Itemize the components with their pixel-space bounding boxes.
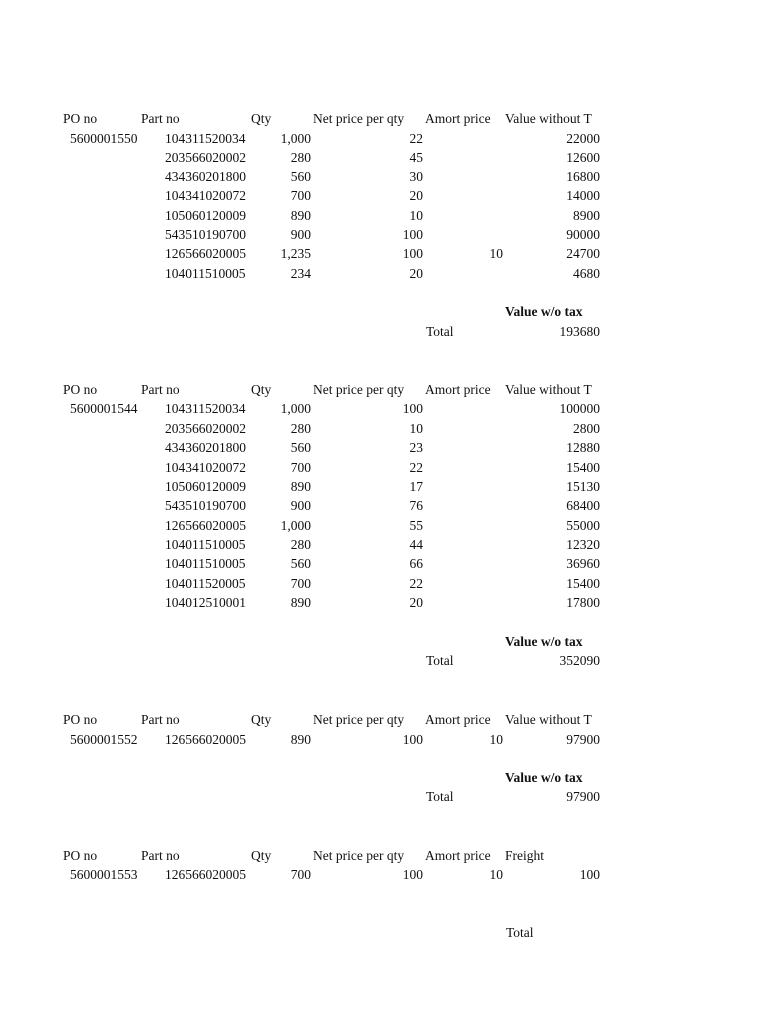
value-without-tax: 2800 xyxy=(573,421,600,436)
part-number: 126566020005 xyxy=(165,518,246,533)
value-without-tax: 17800 xyxy=(566,595,600,610)
total-label: Total xyxy=(426,653,454,668)
value-without-tax: 36960 xyxy=(566,556,600,571)
value-without-tax: 8900 xyxy=(573,208,600,223)
header-value-without-tax: Value without T xyxy=(505,382,592,397)
qty-value: 560 xyxy=(290,169,311,184)
qty-value: 1,000 xyxy=(280,518,311,533)
header-part-no: Part no xyxy=(141,712,180,727)
value-without-tax: 4680 xyxy=(573,266,600,281)
header-amort-price: Amort price xyxy=(425,382,491,397)
header-net-price: Net price per qty xyxy=(313,111,405,126)
net-price-value: 66 xyxy=(409,556,423,571)
amort-price-value: 10 xyxy=(489,732,503,747)
net-price-value: 22 xyxy=(409,460,423,475)
qty-value: 1,000 xyxy=(280,131,311,146)
net-price-value: 20 xyxy=(409,188,423,203)
qty-value: 280 xyxy=(290,150,311,165)
net-price-value: 55 xyxy=(409,518,423,533)
net-price-value: 100 xyxy=(402,227,423,242)
po-number: 5600001550 xyxy=(70,131,138,146)
qty-value: 890 xyxy=(290,208,311,223)
total-label: Total xyxy=(426,789,454,804)
amort-price-value xyxy=(440,186,503,205)
qty-value: 890 xyxy=(290,732,311,747)
freight-value: 100 xyxy=(579,867,600,882)
net-price-value: 20 xyxy=(409,266,423,281)
summary-label: Value w/o tax xyxy=(505,304,583,319)
header-value-without-tax: Value without T xyxy=(505,712,592,727)
net-price-value: 17 xyxy=(409,479,423,494)
header-net-price: Net price per qty xyxy=(313,712,405,727)
part-number: 104311520034 xyxy=(165,131,246,146)
header-amort-price: Amort price xyxy=(425,848,491,863)
part-number: 104341020072 xyxy=(165,460,246,475)
net-price-value: 30 xyxy=(409,169,423,184)
part-number: 126566020005 xyxy=(165,732,246,747)
value-without-tax: 14000 xyxy=(566,188,600,203)
po-number: 5600001553 xyxy=(70,867,138,882)
net-price-value: 44 xyxy=(409,537,423,552)
value-without-tax: 16800 xyxy=(566,169,600,184)
part-number: 105060120009 xyxy=(165,208,246,223)
part-number: 104012510001 xyxy=(165,595,246,610)
part-number: 104011520005 xyxy=(165,576,246,591)
po-number: 5600001552 xyxy=(70,732,138,747)
header-part-no: Part no xyxy=(141,848,180,863)
total-value: 352090 xyxy=(559,653,600,668)
value-without-tax: 12600 xyxy=(566,150,600,165)
part-number: 104011510005 xyxy=(165,537,246,552)
amort-price-value xyxy=(440,206,503,225)
qty-value: 890 xyxy=(290,479,311,494)
header-net-price: Net price per qty xyxy=(313,848,405,863)
total-label: Total xyxy=(426,324,454,339)
net-price-value: 22 xyxy=(409,131,423,146)
po-number: 5600001544 xyxy=(70,401,138,416)
amort-price-value: 10 xyxy=(489,867,503,882)
part-number: 543510190700 xyxy=(165,227,246,242)
part-number: 126566020005 xyxy=(165,246,246,261)
part-number: 105060120009 xyxy=(165,479,246,494)
value-without-tax: 12320 xyxy=(566,537,600,552)
value-without-tax: 55000 xyxy=(566,518,600,533)
part-number: 104341020072 xyxy=(165,188,246,203)
net-price-value: 45 xyxy=(409,150,423,165)
total-value: 97900 xyxy=(566,789,600,804)
header-po-no: PO no xyxy=(63,111,98,126)
value-without-tax: 15400 xyxy=(566,576,600,591)
total-value: 193680 xyxy=(559,324,600,339)
value-without-tax: 97900 xyxy=(566,732,600,747)
qty-value: 560 xyxy=(290,556,311,571)
summary-label: Value w/o tax xyxy=(505,634,583,649)
value-without-tax: 22000 xyxy=(566,131,600,146)
part-number: 104011510005 xyxy=(165,556,246,571)
net-price-value: 10 xyxy=(409,421,423,436)
header-po-no: PO no xyxy=(63,382,98,397)
summary-label: Value w/o tax xyxy=(505,770,583,785)
header-value-without-tax: Value without T xyxy=(505,111,592,126)
qty-value: 700 xyxy=(290,188,311,203)
net-price-value: 20 xyxy=(409,595,423,610)
header-po-no: PO no xyxy=(63,712,98,727)
value-without-tax: 24700 xyxy=(566,246,600,261)
header-qty: Qty xyxy=(251,712,272,727)
value-without-tax: 68400 xyxy=(566,498,600,513)
value-without-tax: 12880 xyxy=(566,440,600,455)
header-qty: Qty xyxy=(251,848,272,863)
header-qty: Qty xyxy=(251,111,272,126)
qty-value: 700 xyxy=(290,460,311,475)
amort-price-value xyxy=(440,264,503,283)
part-number: 104011510005 xyxy=(165,266,246,281)
qty-value: 900 xyxy=(290,498,311,513)
header-amort-price: Amort price xyxy=(425,111,491,126)
amort-price-value xyxy=(440,129,503,148)
qty-value: 700 xyxy=(290,576,311,591)
qty-value: 560 xyxy=(290,440,311,455)
qty-value: 700 xyxy=(290,867,311,882)
value-without-tax: 15400 xyxy=(566,460,600,475)
value-without-tax: 15130 xyxy=(566,479,600,494)
header-qty: Qty xyxy=(251,382,272,397)
net-price-value: 100 xyxy=(402,401,423,416)
header-freight: Freight xyxy=(505,848,544,863)
part-number: 203566020002 xyxy=(165,150,246,165)
qty-value: 1,235 xyxy=(280,246,311,261)
total-label: Total xyxy=(506,925,534,940)
part-number: 203566020002 xyxy=(165,421,246,436)
qty-value: 234 xyxy=(290,266,311,281)
value-without-tax: 90000 xyxy=(566,227,600,242)
header-net-price: Net price per qty xyxy=(313,382,405,397)
header-po-no: PO no xyxy=(63,848,98,863)
amort-price-value xyxy=(440,225,503,244)
amort-price-value xyxy=(440,167,503,186)
qty-value: 1,000 xyxy=(280,401,311,416)
qty-value: 280 xyxy=(290,537,311,552)
net-price-value: 100 xyxy=(402,246,423,261)
header-part-no: Part no xyxy=(141,382,180,397)
net-price-value: 76 xyxy=(409,498,423,513)
net-price-value: 22 xyxy=(409,576,423,591)
qty-value: 890 xyxy=(290,595,311,610)
part-number: 104311520034 xyxy=(165,401,246,416)
part-number: 434360201800 xyxy=(165,440,246,455)
part-number: 543510190700 xyxy=(165,498,246,513)
header-part-no: Part no xyxy=(141,111,180,126)
amort-price-value xyxy=(440,148,503,167)
qty-value: 280 xyxy=(290,421,311,436)
qty-value: 900 xyxy=(290,227,311,242)
value-without-tax: 100000 xyxy=(559,401,600,416)
net-price-value: 100 xyxy=(402,732,423,747)
header-amort-price: Amort price xyxy=(425,712,491,727)
net-price-value: 10 xyxy=(409,208,423,223)
part-number: 434360201800 xyxy=(165,169,246,184)
net-price-value: 100 xyxy=(402,867,423,882)
part-number: 126566020005 xyxy=(165,867,246,882)
net-price-value: 23 xyxy=(409,440,423,455)
amort-price-value: 10 xyxy=(489,246,503,261)
